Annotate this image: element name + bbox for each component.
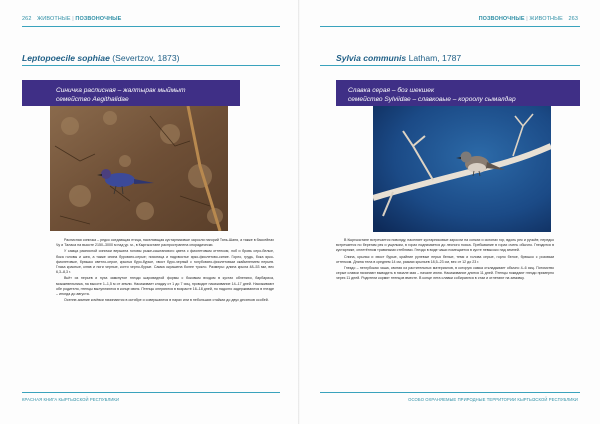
left-paragraph: Осенне-зимние кочёвки начинаются в октябре и совершаются в парах или в небольших стайках до двух десятков особей. — [64, 298, 269, 303]
left-species-latin: Leptopoecile sophiae — [22, 53, 110, 63]
right-page — [300, 0, 600, 424]
left-header-rule — [22, 26, 280, 27]
right-footer-rule — [320, 392, 580, 393]
right-caption-banner — [336, 80, 580, 106]
right-section: ПОЗВОНОЧНЫЕ — [478, 16, 525, 22]
left-species-title — [22, 53, 179, 63]
right-bird-photo — [373, 106, 551, 232]
left-paragraph: Расписная синичка – редко оседающая птица, населяющая кустарниковые заросли нагорий Тянь-Шаня, а также в бассейнах Чу и Таласа на высоте 2150–3000 м над ур. м., в Кыргызстане распространена спорадически. — [56, 238, 274, 248]
right-title-rule — [320, 65, 580, 66]
right-subsection: ЖИВОТНЫЕ — [529, 16, 563, 22]
left-caption-banner — [22, 80, 240, 106]
left-page-number: 262 — [22, 16, 32, 22]
left-title-rule — [22, 65, 280, 66]
right-paragraph: Гнездо – неглубокая чаша, свитая из растительных материалов, в которую самка откладывает обычно 4–6 яиц. Потомство серые славки начинают выводить в начале мая – начале июня. Насиживание длится 11 дней. Птенцы покидают гнездо примерно через 11 дней. Родители кормят птенцов вместе. В конце лета славки собираются в стаи и отлетают на зимовку. — [336, 266, 554, 281]
left-footer: КРАСНАЯ КНИГА КЫРГЫЗСКОЙ РЕСПУБЛИКИ — [22, 397, 120, 402]
right-caption-line1: Славка серая – боз шекшек — [348, 87, 435, 94]
right-species-latin: Sylvia communis — [336, 53, 407, 63]
right-species-author: Latham, 1787 — [408, 53, 462, 63]
left-footer-rule — [22, 392, 280, 393]
left-bird-photo — [50, 106, 228, 231]
right-caption — [348, 86, 516, 104]
left-subsection: ПОЗВОНОЧНЫЕ — [75, 16, 122, 22]
left-body-text — [56, 238, 274, 304]
left-paragraph: Вьёт из перьев и пуха замкнутое гнездо шаровидной формы с боковым входом в кустах облепихи, барбариса, можжевельника, на высоте 1–1,5 м от земли. Насиживает кладку от 1 до 7 яиц, проводит насиживание 14–17 дней. Насиживают обе родителя, птенцы вылупляются в конце июня. Птенцы оперяются в возрасте 16–18 дней, но надолго задерживаются в гнезде – иногда до августа. — [56, 276, 274, 297]
left-paragraph: У самца расписной синички вершина головы рыже-каштанового цвета с фиолетовым оттенком, лоб и бровь серо-белые, бока головы и шея, а также спина буровато-серые; поясница и надхвостье ярко-фиолетово-синие. Горло, грудь, бока ярко-фиолетовые, брюшко светло-серое, крылья буро-бурые, хвост буро-черный с голубовато-фиолетовым окаймлением перьев. Глаза красные, клюв и ноги черные, когти черно-бурые. Самка окрашена более тускло. Размеры: длина крыла 48–53 мм, вес 6,3–8,3 г. — [56, 249, 274, 275]
right-header-rule — [320, 26, 580, 27]
left-section: ЖИВОТНЫЕ — [37, 16, 71, 22]
left-running-head: 262 ЖИВОТНЫЕ | ПОЗВОНОЧНЫЕ — [22, 16, 122, 22]
right-caption-line2: семейство Sylviidae – славковые – короолу сымалдар — [348, 96, 516, 103]
left-caption — [56, 86, 186, 104]
right-running-head: ПОЗВОНОЧНЫЕ | ЖИВОТНЫЕ 263 — [478, 16, 578, 22]
right-body-text — [336, 238, 554, 283]
right-page-number: 263 — [568, 16, 578, 22]
right-footer: ОСОБО ОХРАНЯЕМЫЕ ПРИРОДНЫЕ ТЕРРИТОРИИ КЫРГЫЗСКОЙ РЕСПУБЛИКИ — [408, 397, 578, 402]
right-paragraph: Спина, крылья и хвост бурые, крайние рулевые перья белые, темя и голова серые, горло белое, брюшко с розовым оттенком. Длина тела в среднем 14 см, размах крыльев 18,5–23 см, вес от 12 до 23 г. — [336, 254, 554, 264]
left-caption-line2: семейство Aegithalidae — [56, 96, 129, 103]
right-species-title — [336, 53, 461, 63]
left-caption-line1: Синичка расписная – жалтырак мыймыт — [56, 87, 186, 94]
right-paragraph: В Кыргызстане встречается повсюду, населяет кустарниковые заросли на сопках и склонах гор, вдоль рек и ручьёв; нередко встречается по берегам рек и ущельям, в горах поднимается до лесного пояса. Пребывание в горах очень обычно. Гнездится в кустарнике, сплетённом травяными стеблями. Гнездо в виде чаши помещается в кусте невысоко над землей. — [336, 238, 554, 253]
left-species-author: (Severtzov, 1873) — [112, 53, 180, 63]
